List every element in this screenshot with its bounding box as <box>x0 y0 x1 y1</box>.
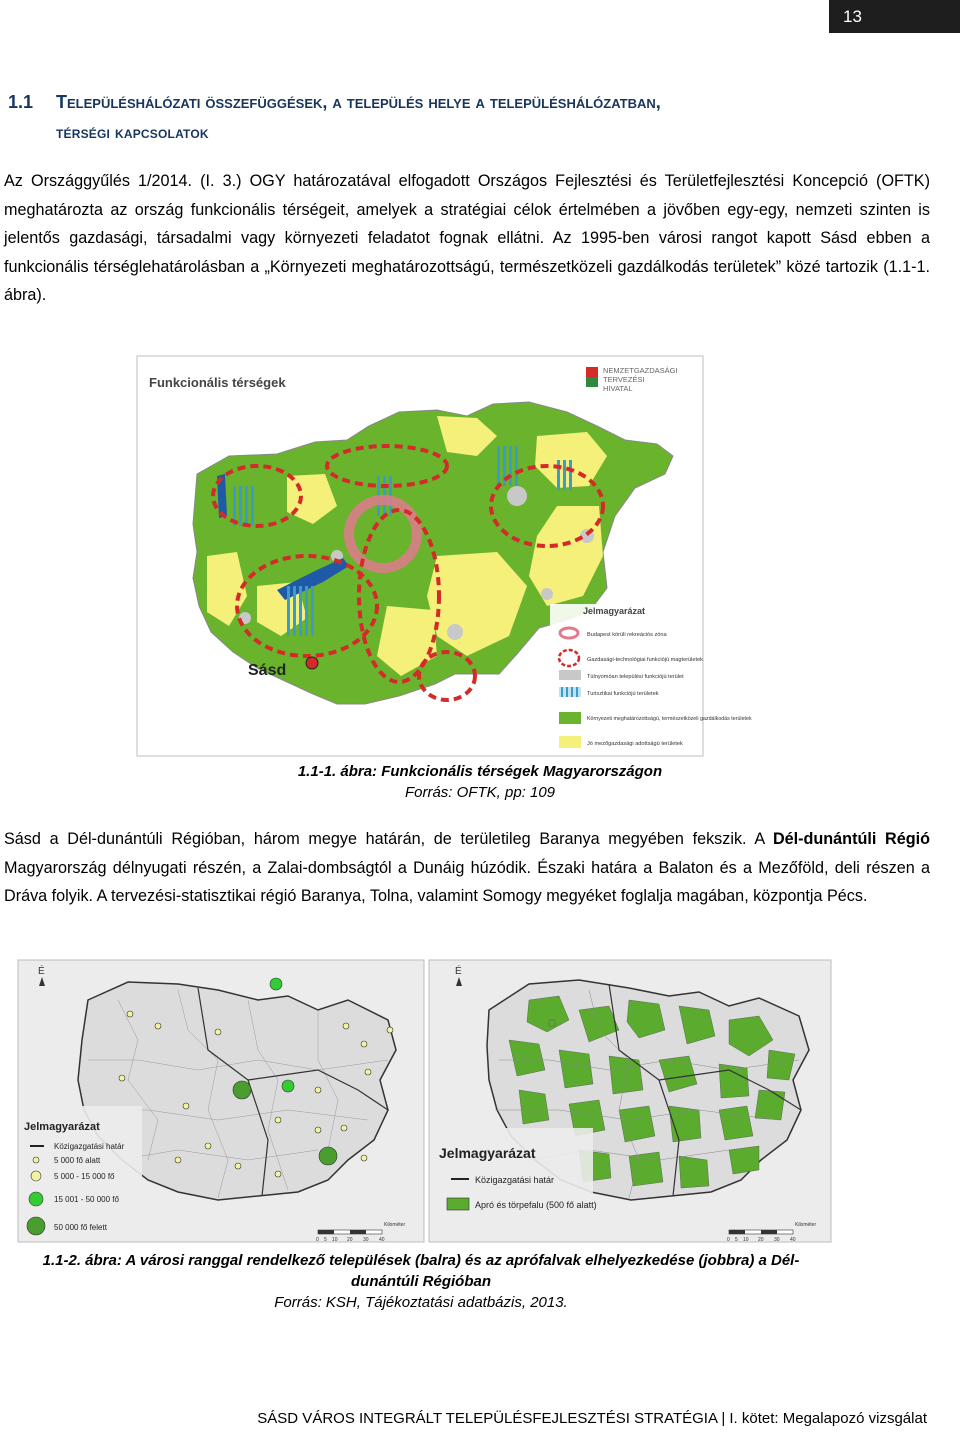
legend-item-4: Turisztikai funkciójú területek <box>587 691 659 697</box>
scale-label-right: Kilométer <box>795 1222 817 1228</box>
villages-legend-title: Jelmagyarázat <box>439 1145 536 1161</box>
scale-tick-left-2: 10 <box>332 1237 338 1243</box>
scale-tick-right-5: 40 <box>790 1237 796 1243</box>
legend-item-2: Gazdasági-technológiai funkciójú magterületek <box>587 657 703 663</box>
figure1-caption: 1.1-1. ábra: Funkcionális térségek Magyarországon <box>297 763 663 780</box>
logo-line3: HIVATAL <box>603 384 633 393</box>
section-heading <box>8 87 948 148</box>
villages-legend <box>433 1128 597 1212</box>
paragraph-1: Az Országgyűlés 1/2014. (I. 3.) OGY határozatával elfogadott Országos Fejlesztési és Területfejlesztési Koncepció (OFTK) meghatározta az ország funkcionális térségeit, amelyek a stratégiai célok értelmében a jövőben egy-egy, nemzeti szinten is jelentős gazdasági, társadalmi vagy környezeti feladatot fognak ellátni. Az 1995-ben városi rangot kapott Sásd ebben a funkcionális térséglehatárolásban a „Környezeti meghatározottságú, természetközeli gazdálkodás területek” közé tartozik (1.1-1. ábra). <box>4 172 930 305</box>
sasd-marker <box>306 657 318 669</box>
scale-tick-left-0: 0 <box>316 1237 319 1243</box>
section-title-line1: Településhálózati összefüggések, a település helye a településhálózatban, <box>56 92 661 112</box>
page-footer: SÁSD VÁROS INTEGRÁLT TELEPÜLÉSFEJLESZTÉSI STRATÉGIA | I. kötet: Megalapozó vizsgálat <box>257 1410 927 1427</box>
north-arrow-left: É <box>38 966 45 977</box>
page-number: 13 <box>829 0 960 33</box>
legend-title: Jelmagyarázat <box>583 606 646 616</box>
villages-legend-item-1: Közigazgatási határ <box>475 1175 555 1185</box>
towns-legend-item-2: 5 000 fő alatt <box>54 1156 101 1165</box>
figure1-caption-block <box>0 761 960 803</box>
figure2-source: Forrás: KSH, Tájékoztatási adatbázis, 2013. <box>274 1294 568 1311</box>
scale-label-left: Kilométer <box>384 1222 406 1228</box>
functional-regions-map <box>137 356 752 756</box>
scale-tick-right-0: 0 <box>727 1237 730 1243</box>
logo-line1: NEMZETGAZDASÁGI <box>603 366 678 375</box>
villages-legend-item-2: Apró és törpefalu (500 fő alatt) <box>475 1200 597 1210</box>
towns-legend-title: Jelmagyarázat <box>24 1121 100 1133</box>
figure2-caption-block <box>0 1250 842 1313</box>
figure2-caption-line2: dunántúli Régióban <box>351 1273 491 1290</box>
towns-legend-item-3: 5 000 - 15 000 fő <box>54 1172 115 1181</box>
map-title: Funkcionális térségek <box>149 375 286 390</box>
scale-tick-left-1: 5 <box>324 1237 327 1243</box>
scale-tick-left-3: 20 <box>347 1237 353 1243</box>
scale-tick-right-3: 20 <box>758 1237 764 1243</box>
legend-item-1: Budapest körüli rekreációs zóna <box>587 632 667 638</box>
paragraph-2 <box>4 825 930 911</box>
map-legend <box>550 604 752 754</box>
scale-tick-left-5: 40 <box>379 1237 385 1243</box>
legend-item-5: Környezeti meghatározottságú, természetközeli gazdálkodás területek <box>587 716 752 722</box>
section-number: 1.1 <box>8 92 34 112</box>
towns-legend-item-1: Közigazgatási határ <box>54 1142 125 1151</box>
figure2-caption-line1: 1.1-2. ábra: A városi ranggal rendelkező települések (balra) és az aprófalvak elhelyezkedése (jobbra) a Dél- <box>42 1252 800 1269</box>
sasd-label: Sásd <box>248 662 287 679</box>
legend-item-6: Jó mezőgazdasági adottságú területek <box>587 741 683 747</box>
logo-line2: TERVEZÉSI <box>603 375 645 384</box>
north-arrow-right: É <box>455 966 462 977</box>
towns-map <box>18 960 424 1242</box>
towns-legend-item-4: 15 001 - 50 000 fő <box>54 1195 119 1204</box>
small-villages-map <box>429 960 831 1242</box>
section-title-line2: térségi kapcsolatok <box>56 123 209 142</box>
figure1-source: Forrás: OFTK, pp: 109 <box>404 784 556 801</box>
towns-legend-item-5: 50 000 fő felett <box>54 1223 107 1232</box>
paragraph-2-bold: Dél-dunántúli Régió <box>772 830 930 848</box>
paragraph-2-a: Sásd a Dél-dunántúli Régióban, három megye határán, de területileg Baranya megyében fekszik. A <box>4 830 773 848</box>
scale-tick-right-4: 30 <box>774 1237 780 1243</box>
legend-item-3: Túlnyomóan települési funkciójú terület <box>587 674 684 680</box>
paragraph-2-b: Magyarország délnyugati részén, a Zalai-dombságtól a Dunáig húzódik. Északi határa a Balaton és a Mezőföld, deli részen a Dráva folyik. A tervezési-statisztikai régió Baranya, Tolna, valamint Somogy megyéket foglalja magában, központja Pécs. <box>4 858 930 906</box>
towns-legend <box>22 1106 142 1236</box>
scale-tick-right-1: 5 <box>735 1237 738 1243</box>
scale-tick-right-2: 10 <box>743 1237 749 1243</box>
scale-tick-left-4: 30 <box>363 1237 369 1243</box>
